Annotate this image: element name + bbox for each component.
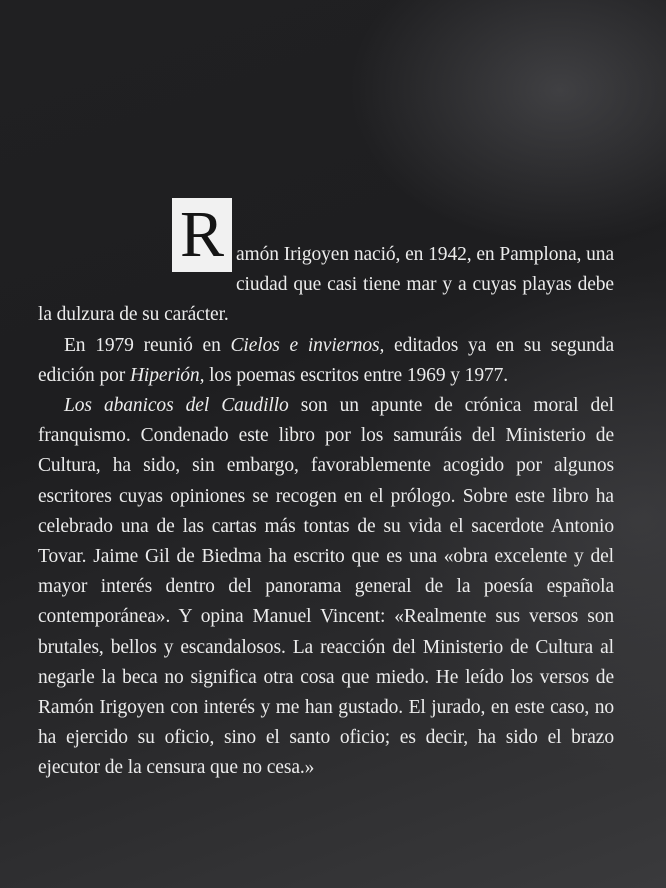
bio-paragraph-1 <box>38 196 614 331</box>
author-bio <box>38 196 614 784</box>
bio-paragraph-2-text-c: los poemas escritos entre 1969 y 1977. <box>204 364 509 386</box>
bio-paragraph-3-text: son un apunte de crónica moral del franquismo. Condenado este libro por los samuráis del Ministerio de Cultura, ha sido, sin embargo, favorablemente acogido por algunos escritores cuyas opiniones se recogen en el prólogo. Sobre este libro ha celebrado una de las cartas más tontas de su vida el sacerdote Antonio Tovar. Jaime Gil de Biedma ha escrito que es una «obra excelente y del mayor interés dentro del panorama general de la poesía española contemporánea». Y opina Manuel Vincent: «Realmente sus versos son brutales, bellos y escandalosos. La reacción del Ministerio de Cultura al negarle la beca no significa otra cosa que miedo. He leído los versos de Ramón Irigoyen con interés y me han gustado. El jurado, en este caso, no ha ejercido su oficio, sino el santo oficio; es decir, ha sido el brazo ejecutor de la censura que no cesa.» <box>38 395 615 779</box>
bio-paragraph-2 <box>38 331 614 391</box>
bio-paragraph-2-text-a: En 1979 reunió en <box>64 334 231 356</box>
bio-paragraph-2-text-b: editados ya en su segunda edición por <box>38 334 614 386</box>
bio-paragraph-3 <box>38 391 614 784</box>
bio-paragraph-1-text: amón Irigoyen nació, en 1942, en Pamplona, una ciudad que casi tiene mar y a cuyas playas debe la dulzura de su carácter. <box>38 244 614 326</box>
book-title-cielos: Cielos e inviernos, <box>230 334 385 356</box>
publisher-name: Hiperión, <box>129 364 205 386</box>
drop-cap-initial: R <box>172 198 232 272</box>
book-title-abanicos: Los abanicos del Caudillo <box>64 395 289 417</box>
